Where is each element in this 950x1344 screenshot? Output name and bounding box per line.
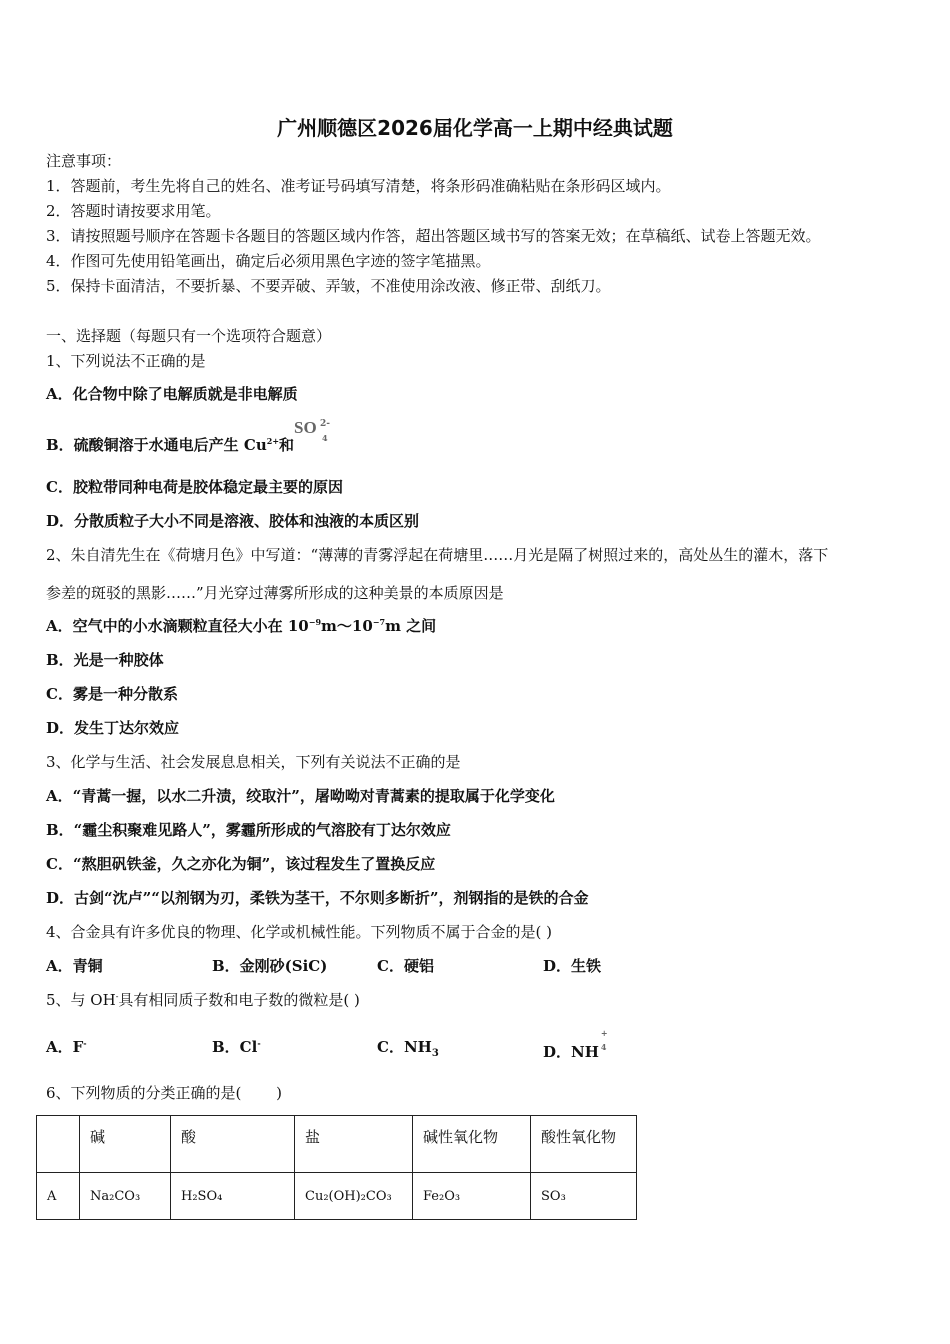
q2-option-a-part1: A．空气中的小水滴颗粒直径大小在 10 (46, 617, 309, 635)
q2-stem-line1: 2、朱自清先生在《荷塘月色》中写道：“薄薄的青雾浮起在荷塘里……月光是隔了树照过来的，高处丛生的灌木，落下 (46, 546, 829, 564)
q4-option-d: D．生铁 (543, 957, 602, 975)
q5-option-b-charge: - (257, 1038, 261, 1048)
table-header-cell: 酸性氧化物 (531, 1116, 637, 1173)
q5-option-a-text: A．F (46, 1038, 84, 1056)
q2-option-d: D．发生丁达尔效应 (46, 719, 180, 737)
q3-option-c: C．“熬胆矾铁釜，久之亦化为铜”，该过程发生了置换反应 (46, 855, 436, 873)
table-cell-acid: H₂SO₄ (171, 1173, 295, 1220)
q5-option-c (377, 1037, 439, 1057)
q5-option-a (46, 1037, 87, 1057)
table-header-cell: 碱 (80, 1116, 171, 1173)
table-cell-salt: Cu₂(OH)₂CO₃ (295, 1173, 413, 1220)
q4-stem: 4、合金具有许多优良的物理、化学或机械性能。下列物质不属于合金的是( ) (46, 923, 553, 941)
ammonium-subscript: 4 (600, 1042, 607, 1052)
q1-option-a: A．化合物中除了电解质就是非电解质 (46, 385, 298, 403)
q5-stem-charge: - (115, 992, 119, 1001)
q5-option-c-subscript: 3 (431, 1048, 439, 1059)
q4-option-b: B．金刚砂(SiC) (212, 957, 328, 975)
q5-option-c-text: C．NH (377, 1038, 432, 1056)
q5-option-d (543, 1028, 609, 1062)
q1-option-b-charge: 2+ (266, 436, 280, 446)
sulfate-subscript: 4 (322, 433, 328, 443)
ammonium-index (599, 1028, 609, 1057)
q2-option-a-part3: m 之间 (385, 617, 437, 635)
table-cell-acidic-oxide: SO₃ (531, 1173, 637, 1220)
q4-option-a: A．青铜 (46, 957, 103, 975)
table-header-cell: 盐 (295, 1116, 413, 1173)
sulfate-ion (294, 418, 334, 450)
q4-option-c: C．硬铝 (377, 957, 434, 975)
table-header-cell (37, 1116, 80, 1173)
sulfate-base: SO (294, 418, 317, 437)
notice-heading: 注意事项： (46, 152, 122, 170)
page-title: 广州顺德区2026届化学高一上期中经典试题 (277, 116, 673, 140)
q1-option-d: D．分散质粒子大小不同是溶液、胶体和浊液的本质区别 (46, 512, 420, 530)
q2-option-a-exp1: −9 (308, 617, 322, 627)
q5-option-d-text: D．NH (543, 1043, 599, 1061)
table-row (37, 1173, 637, 1220)
q1-option-c: C．胶粒带同种电荷是胶体稳定最主要的原因 (46, 478, 343, 496)
q5-stem-part2: 具有相同质子数和电子数的微粒是( ) (118, 991, 360, 1009)
table-header-row (37, 1116, 637, 1173)
notice-item-1: 1．答题前，考生先将自己的姓名、准考证号码填写清楚，将条形码准确粘贴在条形码区域内。 (46, 177, 671, 195)
notice-item-4: 4．作图可先使用铅笔画出，确定后必须用黑色字迹的签字笔描黑。 (46, 252, 491, 270)
notice-item-3: 3．请按照题号顺序在答题卡各题目的答题区域内作答，超出答题区域书写的答案无效；在草稿纸、试卷上答题无效。 (46, 227, 821, 245)
q3-option-a: A．“青蒿一握，以水二升渍，绞取汁”，屠呦呦对青蒿素的提取属于化学变化 (46, 787, 555, 805)
table-cell-label: A (37, 1173, 80, 1220)
q5-option-b (212, 1037, 261, 1057)
q1-option-b (46, 418, 334, 455)
q5-stem (46, 990, 360, 1010)
q2-option-a (46, 616, 436, 636)
ammonium-charge: + (600, 1028, 608, 1038)
q2-option-b: B．光是一种胶体 (46, 651, 164, 669)
table-header-cell: 酸 (171, 1116, 295, 1173)
notice-item-5: 5．保持卡面清洁，不要折暴、不要弄破、弄皱，不准使用涂改液、修正带、刮纸刀。 (46, 277, 611, 295)
table-cell-base: Na₂CO₃ (80, 1173, 171, 1220)
q2-option-c: C．雾是一种分散系 (46, 685, 178, 703)
sulfate-charge: 2- (320, 419, 331, 429)
q3-stem: 3、化学与生活、社会发展息息相关，下列有关说法不正确的是 (46, 753, 461, 771)
q5-option-b-text: B．Cl (212, 1038, 258, 1056)
notice-item-2: 2．答题时请按要求用笔。 (46, 202, 221, 220)
q6-stem: 6、下列物质的分类正确的是( ) (46, 1084, 283, 1102)
table-header-cell: 碱性氧化物 (413, 1116, 531, 1173)
q1-stem: 1、下列说法不正确的是 (46, 352, 206, 370)
q2-option-a-exp2: −7 (372, 617, 386, 627)
q1-option-b-and: 和 (279, 436, 295, 454)
q3-option-d: D．古剑“沈卢”“以剂钢为刃，柔铁为茎干，不尔则多断折”，剂钢指的是铁的合金 (46, 889, 589, 907)
table-cell-basic-oxide: Fe₂O₃ (413, 1173, 531, 1220)
classification-table (36, 1115, 637, 1220)
q2-option-a-part2: m～10 (321, 617, 373, 635)
q5-option-a-charge: - (83, 1038, 87, 1048)
section-heading: 一、选择题（每题只有一个选项符合题意） (46, 327, 332, 345)
q2-stem-line2: 参差的斑驳的黑影……”月光穿过薄雾所形成的这种美景的本质原因是 (46, 584, 504, 602)
q3-option-b: B．“霾尘积聚难见路人”，雾霾所形成的气溶胶有丁达尔效应 (46, 821, 451, 839)
q5-stem-part1: 5、与 OH (46, 991, 116, 1009)
q1-option-b-text: B．硫酸铜溶于水通电后产生 Cu (46, 436, 267, 454)
